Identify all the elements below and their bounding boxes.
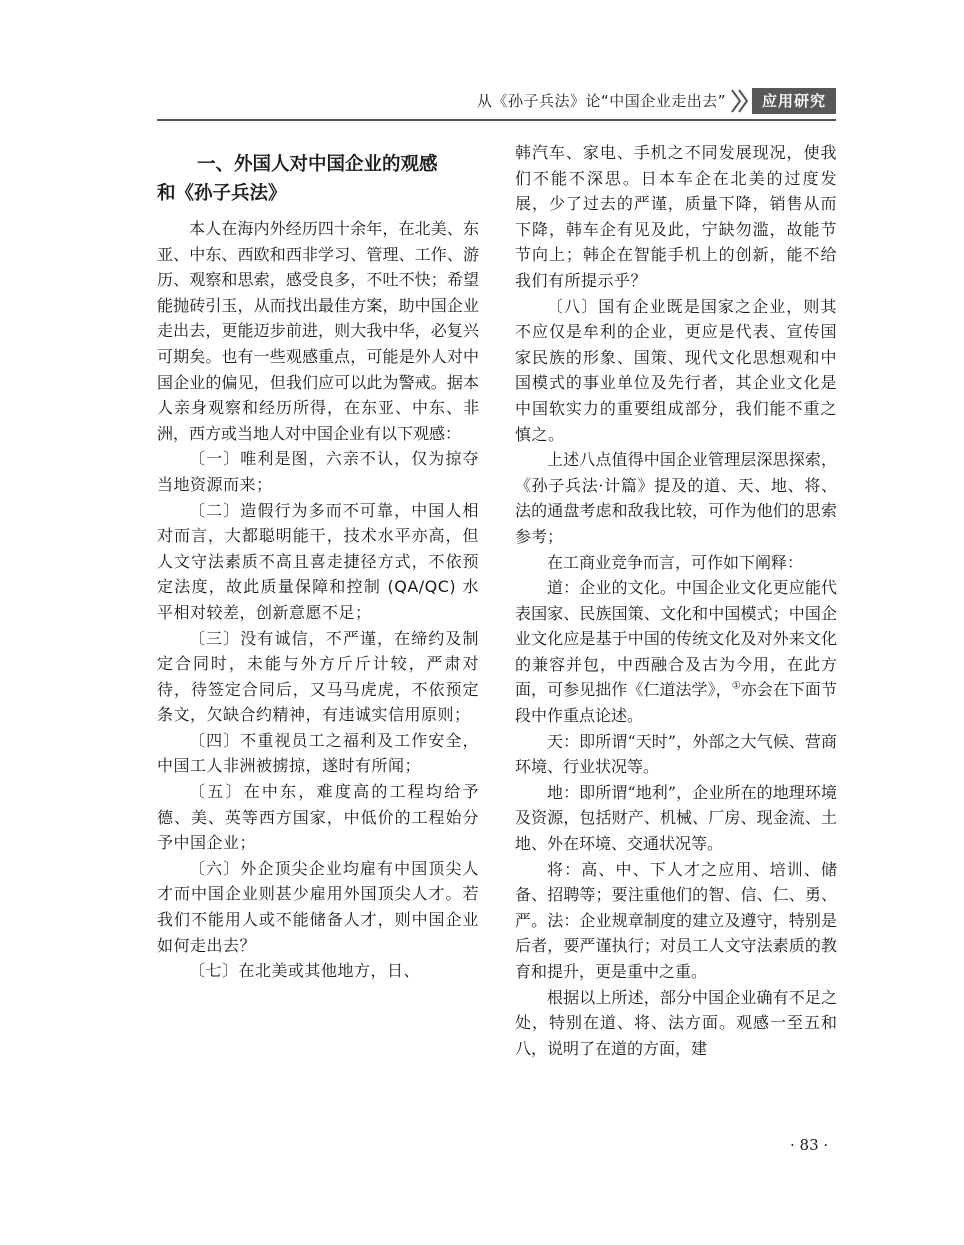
impression-item-7-start: 〔七〕在北美或其他地方，日、 bbox=[189, 961, 421, 981]
di-paragraph: 地：即所谓“地利”，企业所在的地理环境及资源，包括财产、机械、厂房、现金流、土地、外在环境、交通状况等。 bbox=[515, 782, 837, 854]
section-title-line2: 和《孙子兵法》 bbox=[157, 183, 287, 204]
impression-item-7-cont: 韩汽车、家电、手机之不同发展现况，使我们不能不深思。日本车企在北美的过度发展，少了过去的严谨，质量下降，销售从而下降，韩车企有见及此，宁缺勿滥，故能节节向上；韩企在智能手机上的创新，能不给我们有所提示乎？ bbox=[515, 143, 837, 290]
running-header bbox=[0, 86, 964, 122]
left-column bbox=[157, 140, 479, 984]
page-number: · 83 · bbox=[790, 1136, 829, 1154]
right-column bbox=[515, 140, 837, 1061]
dao-text: 道：企业的文化。中国企业文化更应能代表国家、民族国策、文化和中国模式；中国企业文化应是基于中国的传统文化及对外来文化的兼容并包，中西融合及古为今用，在此方面，可参见拙作《仁道法学》， bbox=[515, 578, 837, 700]
impression-item-1: 〔一〕唯利是图，六亲不认，仅为掠夺当地资源而来； bbox=[157, 449, 479, 494]
impression-item-3: 〔三〕没有诚信，不严谨，在缔约及制定合同时，未能与外方斤斤计较，严肃对待，待签定合同后，又马马虎虎，不依预定条文，欠缺合约精神，有违诚实信用原则； bbox=[157, 628, 479, 725]
summary-paragraph: 上述八点值得中国企业管理层深思探索，《孙子兵法·计篇》提及的道、天、地、将、法的通盘考虑和敌我比较，可作为他们的思索参考； bbox=[515, 450, 837, 546]
tian-paragraph: 天：即所谓“天时”，外部之大气候、营商环境、行业状况等。 bbox=[515, 731, 837, 777]
explain-intro: 在工商业竞争而言，可作如下阐释： bbox=[547, 552, 804, 572]
impression-item-6: 〔六〕外企顶尖企业均雇有中国顶尖人才而中国企业则甚少雇用外国顶尖人才。若我们不能用人或不能储备人才，则中国企业如何走出去？ bbox=[157, 858, 479, 955]
jiang-fa-paragraph: 将：高、中、下人才之应用、培训、储备、招聘等；要注重他们的智、信、仁、勇、严。法：企业规章制度的建立及遵守，特别是后者，要严谨执行；对员工人文守法素质的教育和提升，更是重中之重。 bbox=[515, 859, 837, 981]
section-badge: 应用研究 bbox=[752, 88, 836, 114]
section-title bbox=[157, 150, 479, 208]
conclusion-paragraph: 根据以上所述，部分中国企业确有不足之处，特别在道、将、法方面。观感一至五和八，说明了在道的方面，建 bbox=[515, 987, 837, 1058]
header-rule bbox=[157, 119, 836, 121]
chevron-double-right-icon bbox=[730, 88, 752, 114]
running-title: 从《孙子兵法》论“中国企业走出去” bbox=[476, 92, 726, 110]
impression-item-2: 〔二〕造假行为多而不可靠，中国人相对而言，大都聪明能干，技术水平亦高，但人文守法素质不高且喜走捷径方式，不依预定法度，故此质量保障和控制 (QA/QC) 水平相对较差，创新意愿不足； bbox=[157, 500, 479, 622]
impression-item-5: 〔五〕在中东，难度高的工程均给予德、美、英等西方国家，中低价的工程始分予中国企业； bbox=[157, 782, 479, 853]
intro-paragraph: 本人在海内外经历四十余年，在北美、东亚、中东、西欧和西非学习、管理、工作、游历、观察和思索，感受良多，不吐不快；希望能抛砖引玉，从而找出最佳方案，助中国企业走出去，更能迈步前进，则大我中华，必复兴可期矣。也有一些观感重点，可能是外人对中国企业的偏见，但我们应可以此为警戒。据本人亲身观察和经历所得，在东亚、中东、非洲，西方或当地人对中国企业有以下观感： bbox=[157, 219, 479, 443]
footnote-marker: ① bbox=[731, 681, 741, 693]
dao-paragraph bbox=[515, 575, 837, 729]
impression-item-8: 〔八〕国有企业既是国家之企业，则其不应仅是牟利的企业，更应是代表、宣传国家民族的形象、国策、现代文化思想观和中国模式的事业单位及先行者，其企业文化是中国软实力的重要组成部分，我们能不重之慎之。 bbox=[515, 296, 837, 444]
section-title-line1: 一、外国人对中国企业的观感 bbox=[197, 154, 438, 175]
dao-tail: 亦会在下面节段中作重点论述。 bbox=[515, 680, 837, 726]
impression-item-4: 〔四〕不重视员工之福利及工作安全，中国工人非洲被掳掠，遂时有所闻； bbox=[157, 730, 479, 776]
